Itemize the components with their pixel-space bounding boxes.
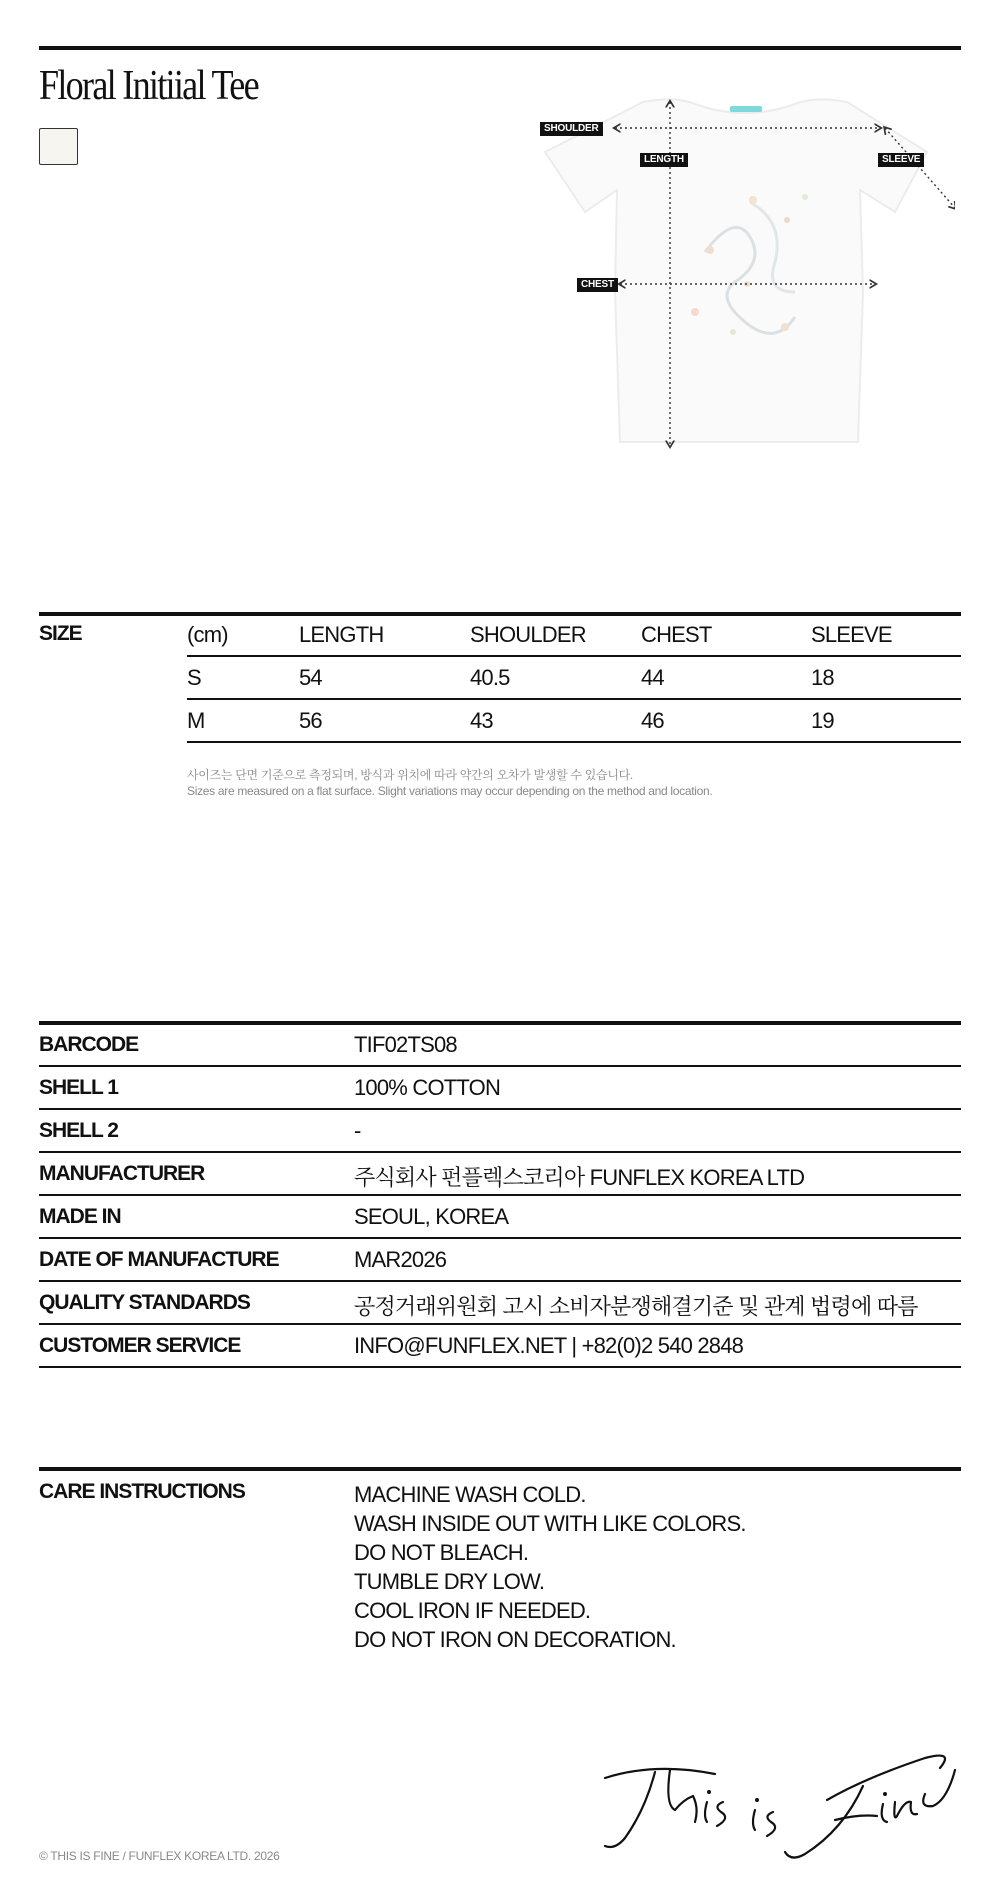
size-column-header: LENGTH: [299, 622, 384, 647]
size-cell: 44: [641, 665, 664, 690]
brand-signature-logo: [595, 1750, 965, 1870]
info-row-divider: [39, 1366, 961, 1368]
info-label-quality-standards: QUALITY STANDARDS: [39, 1291, 250, 1314]
tee-shape: [545, 99, 927, 442]
size-cell: 46: [641, 708, 664, 733]
size-cell: 40.5: [470, 665, 510, 690]
info-row-divider: [39, 1065, 961, 1067]
info-label-shell-1: SHELL 1: [39, 1076, 118, 1099]
product-title: Floral Initiial Tee: [39, 63, 258, 109]
care-line: WASH INSIDE OUT WITH LIKE COLORS.: [354, 1511, 746, 1536]
info-value-made-in: SEOUL, KOREA: [354, 1204, 509, 1229]
sleeve-label: SLEEVE: [878, 153, 924, 167]
care-line: DO NOT BLEACH.: [354, 1540, 529, 1565]
care-line: MACHINE WASH COLD.: [354, 1482, 586, 1507]
size-row-divider: [187, 698, 961, 700]
care-line: TUMBLE DRY LOW.: [354, 1569, 545, 1594]
size-column-header: CHEST: [641, 622, 712, 647]
tee-illustration: [535, 92, 955, 452]
size-table-top-rule: [39, 612, 961, 616]
info-value-shell-2: -: [354, 1118, 361, 1143]
info-label-manufacturer: MANUFACTURER: [39, 1162, 205, 1185]
copyright-text: © THIS IS FINE / FUNFLEX KOREA LTD. 2026: [39, 1849, 280, 1863]
size-cell: 54: [299, 665, 322, 690]
size-cell: S: [187, 665, 201, 690]
tee-measurement-diagram: [535, 92, 955, 452]
size-cell: M: [187, 708, 205, 733]
info-label-date-of-manufacture: DATE OF MANUFACTURE: [39, 1248, 279, 1271]
size-note-english: Sizes are measured on a flat surface. Slight variations may occur depending on the method and location.: [187, 784, 713, 798]
info-value-date-of-manufacture: MAR2026: [354, 1247, 447, 1272]
care-instructions-label: CARE INSTRUCTIONS: [39, 1480, 245, 1503]
neck-tag: [730, 106, 762, 112]
info-row-divider: [39, 1151, 961, 1153]
shoulder-label: SHOULDER: [540, 122, 603, 136]
info-value-shell-1: 100% COTTON: [354, 1075, 501, 1100]
size-row-divider: [187, 655, 961, 657]
size-column-header: SHOULDER: [470, 622, 586, 647]
care-line: DO NOT IRON ON DECORATION.: [354, 1627, 676, 1652]
info-value-barcode: TIF02TS08: [354, 1032, 457, 1057]
info-value-customer-service: INFO@FUNFLEX.NET | +82(0)2 540 2848: [354, 1333, 744, 1358]
size-cell: 56: [299, 708, 322, 733]
info-label-shell-2: SHELL 2: [39, 1119, 118, 1142]
info-value-manufacturer: 주식회사 펀플렉스코리아 FUNFLEX KOREA LTD: [354, 1165, 805, 1190]
info-label-made-in: MADE IN: [39, 1205, 121, 1228]
info-row-divider: [39, 1323, 961, 1325]
care-instructions-list: [354, 1480, 746, 1654]
size-cell: 19: [811, 708, 834, 733]
size-column-header: SLEEVE: [811, 622, 892, 647]
info-label-customer-service: CUSTOMER SERVICE: [39, 1334, 241, 1357]
info-row-divider: [39, 1237, 961, 1239]
size-note-korean: 사이즈는 단면 기준으로 측정되며, 방식과 위치에 따라 약간의 오차가 발생할 수 있습니다.: [187, 768, 633, 782]
info-value-quality-standards: 공정거래위원회 고시 소비자분쟁해결기준 및 관계 법령에 따름: [354, 1294, 918, 1319]
care-line: COOL IRON IF NEEDED.: [354, 1598, 591, 1623]
info-row-divider: [39, 1194, 961, 1196]
length-label: LENGTH: [640, 153, 688, 167]
info-table-top-rule: [39, 1021, 961, 1025]
chest-label: CHEST: [577, 278, 618, 292]
info-label-barcode: BARCODE: [39, 1033, 139, 1056]
color-swatch[interactable]: [39, 128, 78, 165]
size-column-header: (cm): [187, 622, 228, 647]
info-row-divider: [39, 1280, 961, 1282]
size-row-divider: [187, 741, 961, 743]
info-row-divider: [39, 1108, 961, 1110]
size-cell: 18: [811, 665, 834, 690]
size-cell: 43: [470, 708, 493, 733]
size-heading: SIZE: [39, 622, 82, 645]
care-top-rule: [39, 1467, 961, 1471]
top-rule: [39, 46, 961, 50]
